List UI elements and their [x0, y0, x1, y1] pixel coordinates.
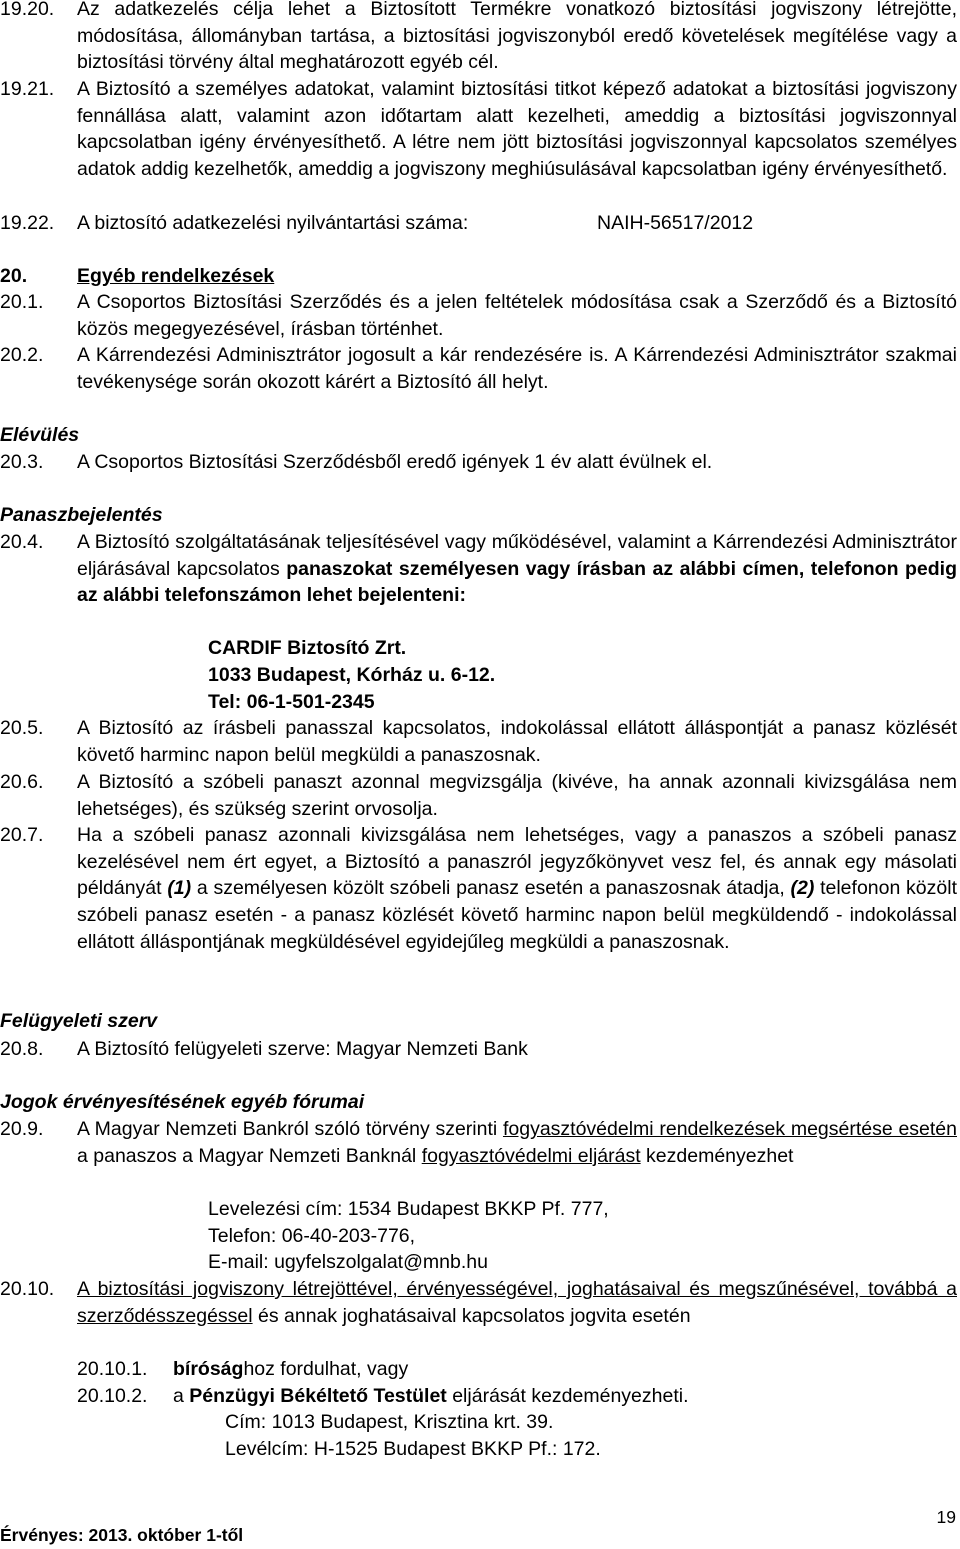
paragraph-text: Az adatkezelés célja lehet a Biztosított Termékre vonatkozó biztosítási jogviszony létrejötte, módosítása, állományban tartása, a biztosítási jogviszonyból eredő követelések megítélése vagy a biztosítási törvény által meghatározott egyéb cél.: [77, 0, 957, 74]
paragraph-number: 20.3.: [0, 451, 44, 473]
paragraph-text: A Biztosító a személyes adatokat, valamint biztosítási titkot képező adatokat a biztosítási jogviszony fennállása alatt, valamint azon időtartam alatt kezelheti, ameddig a biztosítási jogviszonnyal kapcsolatban igény érvényesíthető. A létre nem jött biztosítási jogviszonnyal kapcsolatos személyes adatok addig kezelhetők, ameddig a jogviszony meghiúsulásával kapcsolatban igény érvényesíthető.: [77, 78, 957, 181]
text-run: telefonon közölt szóbeli panasz esetén - a panasz közlését követő harminc napon belül megküldendő - indokolással ellátott álláspontjának megküldésével egyidejűleg megküldi a panaszosnak.: [77, 877, 958, 953]
paragraph-20-3: [0, 449, 957, 476]
paragraph-20-7: [0, 822, 957, 956]
paragraph-19-21: [0, 76, 957, 183]
complaint-address-company: CARDIF Biztosító Zrt.: [208, 637, 407, 659]
heading-panaszbejelentes: Panaszbejelentés: [0, 504, 163, 526]
heading-elevules: Elévülés: [0, 424, 80, 446]
paragraph-text: [77, 822, 957, 956]
text-run: A Magyar Nemzeti Bankról szóló törvény szerinti: [77, 1118, 503, 1140]
paragraph-text: A Biztosító a szóbeli panaszt azonnal megvizsgálja (kivéve, ha annak azonnali kivizsgálása nem lehetséges), és szükség szerint orvosolja.: [77, 771, 957, 820]
subparagraph-20-10-2-number: 20.10.2.: [77, 1385, 148, 1407]
text-run-bold: Pénzügyi Békéltető Testület: [189, 1385, 447, 1407]
pbt-postal-address: Levélcím: H-1525 Budapest BKKP Pf.: 172.: [225, 1438, 601, 1460]
mnb-postal-address: Levelezési cím: 1534 Budapest BKKP Pf. 777,: [208, 1198, 609, 1220]
complaint-text-bold: panaszokat személyesen vagy írásban az alábbi címen, telefonon pedig az alábbi telefonszámon lehet bejelenteni:: [77, 557, 957, 607]
text-run: a panaszos a Magyar Nemzeti Banknál: [77, 1144, 422, 1167]
paragraph-number: 20.4.: [0, 531, 44, 553]
paragraph-text: A Kárrendezési Adminisztrátor jogosult a kár rendezésére is. A Kárrendezési Adminisztrátor szakmai tevékenysége során okozott kárért a Biztosító áll helyt.: [77, 344, 957, 393]
text-run: hoz fordulhat, vagy: [243, 1358, 409, 1380]
text-run: a személyesen közölt szóbeli panasz esetén a panaszosnak átadja,: [191, 877, 791, 900]
text-run: kezdeményezhet: [640, 1144, 794, 1167]
paragraph-text: [77, 1276, 957, 1329]
mnb-phone: Telefon: 06-40-203-776,: [208, 1225, 416, 1247]
section-title: Egyéb rendelkezések: [77, 265, 275, 287]
text-run-underlined: fogyasztóvédelmi rendelkezések megsértése esetén: [502, 1118, 957, 1140]
heading-felugyeleti-szerv: Felügyeleti szerv: [0, 1010, 158, 1032]
validity-footer: Érvényes: 2013. október 1-től: [0, 1525, 244, 1545]
list-marker: (2): [790, 877, 815, 900]
subparagraph-20-10-2-text: [173, 1383, 689, 1410]
complaint-text: A Biztosító szolgáltatásának teljesítésével vagy működésével, valamint a Kárrendezési Adminisztrátor eljárásával kapcsolatos: [77, 531, 957, 580]
paragraph-20-10: [0, 1276, 957, 1329]
text-run: a: [173, 1385, 190, 1407]
registry-number: NAIH-56517/2012: [597, 212, 754, 234]
paragraph-20-6: [0, 769, 957, 822]
paragraph-19-20: [0, 0, 957, 76]
paragraph-20-4: [0, 529, 957, 609]
paragraph-text: A Csoportos Biztosítási Szerződésből eredő igények 1 év alatt évülnek el.: [77, 451, 713, 473]
paragraph-number: 19.20.: [0, 0, 55, 20]
paragraph-20-9: [0, 1116, 957, 1169]
paragraph-number: 20.10.: [0, 1278, 55, 1300]
paragraph-number: 19.22.: [0, 212, 55, 234]
page-number: 19: [936, 1507, 956, 1527]
paragraph-text: [77, 529, 957, 609]
section-number: 20.: [0, 265, 28, 287]
mnb-email: E-mail: ugyfelszolgalat@mnb.hu: [208, 1251, 488, 1273]
text-run-underlined: A biztosítási jogviszony létrejöttével, érvényességével, joghatásaival és megszűnésével, továbbá a szerződésszegéssel: [77, 1278, 957, 1327]
registry-label: A biztosító adatkezelési nyilvántartási száma:: [77, 212, 469, 234]
paragraph-20-2: [0, 342, 957, 395]
heading-jogok-forumai: Jogok érvényesítésének egyéb fórumai: [0, 1091, 365, 1113]
paragraph-number: 20.5.: [0, 717, 44, 739]
paragraph-number: 20.8.: [0, 1038, 44, 1060]
paragraph-number: 19.21.: [0, 78, 55, 100]
paragraph-20-8: [0, 1036, 957, 1063]
text-run-bold: bíróság: [173, 1358, 244, 1380]
paragraph-text: A Biztosító az írásbeli panasszal kapcsolatos, indokolással ellátott álláspontját a panasz közlését követő harminc napon belül megküldi a panaszosnak.: [77, 717, 957, 766]
complaint-address-phone: Tel: 06-1-501-2345: [208, 691, 375, 713]
paragraph-text: [77, 1116, 957, 1169]
paragraph-text: A Biztosító felügyeleti szerve: Magyar Nemzeti Bank: [77, 1038, 528, 1060]
paragraph-20-5: [0, 715, 957, 768]
text-run: Ha a szóbeli panasz azonnali kivizsgálása nem lehetséges, vagy a panaszos a szóbeli panasz kezelésével nem ért egyet, a Biztosító a panaszról jegyzőkönyvet vesz fel, és annak egy másolati példányát: [77, 824, 957, 900]
paragraph-number: 20.1.: [0, 291, 44, 313]
paragraph-number: 20.2.: [0, 344, 44, 366]
text-run-underlined: fogyasztóvédelmi eljárást: [421, 1144, 641, 1167]
paragraph-number: 20.6.: [0, 771, 44, 793]
paragraph-number: 20.9.: [0, 1118, 44, 1140]
list-marker: (1): [167, 877, 192, 900]
subparagraph-20-10-1-number: 20.10.1.: [77, 1358, 148, 1380]
pbt-address: Cím: 1013 Budapest, Krisztina krt. 39.: [225, 1411, 554, 1433]
paragraph-20-1: [0, 289, 957, 342]
paragraph-number: 20.7.: [0, 824, 44, 846]
text-run: eljárását kezdeményezheti.: [446, 1385, 689, 1407]
text-run: és annak joghatásaival kapcsolatos jogvita esetén: [252, 1304, 691, 1327]
subparagraph-20-10-1-text: [173, 1356, 408, 1383]
complaint-address-street: 1033 Budapest, Kórház u. 6-12.: [208, 664, 496, 686]
paragraph-text: A Csoportos Biztosítási Szerződés és a jelen feltételek módosítása csak a Szerződő és a Biztosító közös megegyezésével, írásban történhet.: [77, 291, 957, 340]
